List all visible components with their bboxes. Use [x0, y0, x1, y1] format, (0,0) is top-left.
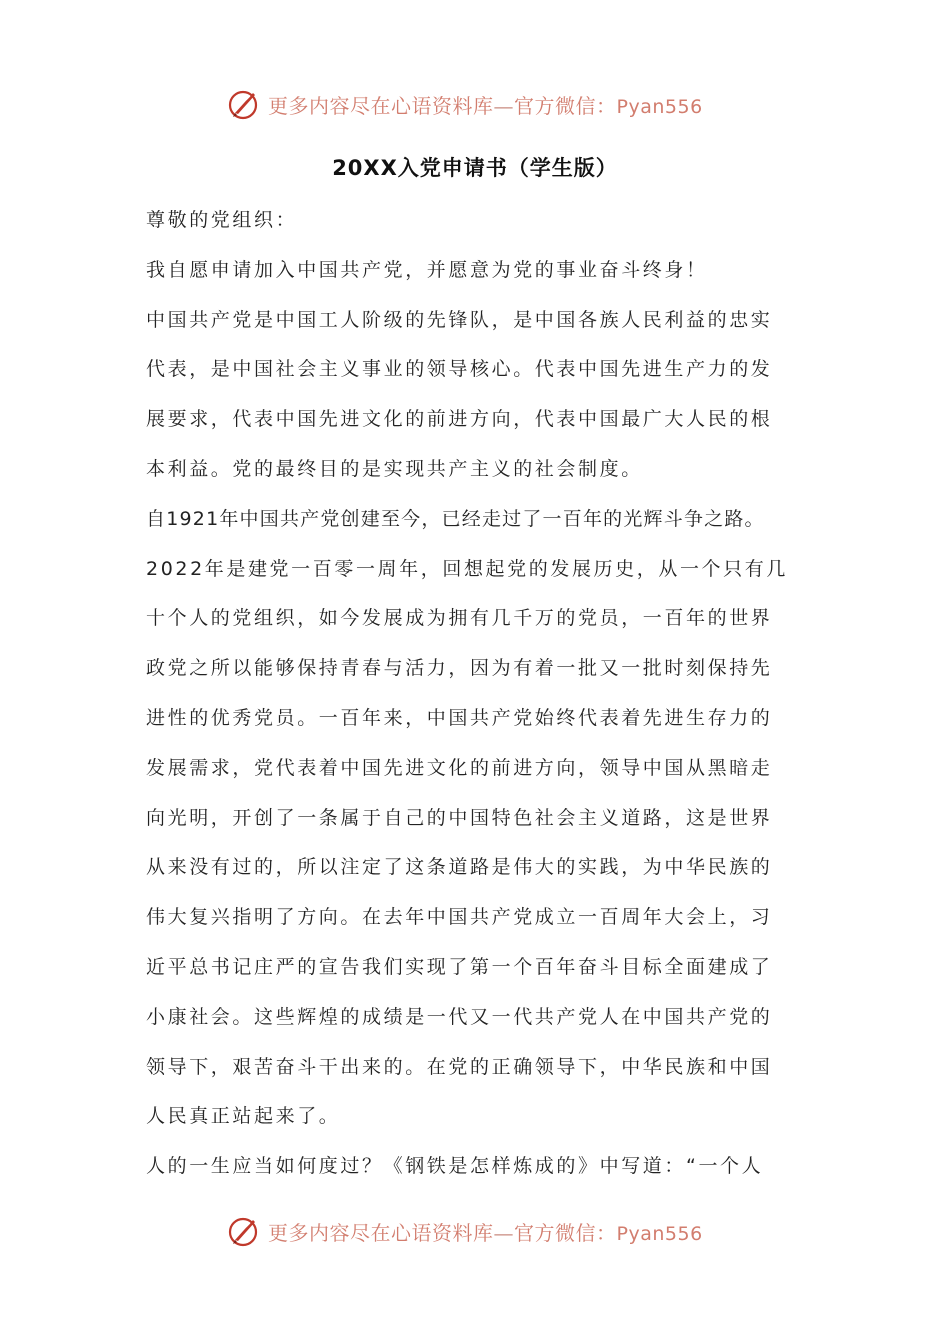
paragraph-line: 从来没有过的，所以注定了这条道路是伟大的实践，为中华民族的 [146, 856, 773, 879]
document-title: 20XX入党申请书（学生版） [332, 156, 618, 180]
quill-pen-logo-icon [226, 1213, 262, 1249]
paragraph-line: 领导下，艰苦奋斗干出来的。在党的正确领导下，中华民族和中国 [146, 1055, 773, 1078]
paragraph-line: 进性的优秀党员。一百年来，中国共产党始终代表着先进生存力的 [146, 706, 773, 729]
watermark-separator: — [493, 93, 514, 118]
watermark-contact-prefix: 官方微信： [514, 93, 617, 118]
watermark-text [268, 90, 703, 119]
paragraph-line: 中国共产党是中国工人阶级的先锋队，是中国各族人民利益的忠实 [146, 308, 773, 331]
paragraph-line: 向光明，开创了一条属于自己的中国特色社会主义道路，这是世界 [146, 806, 773, 829]
paragraph-line: 自1921年中国共产党创建至今，已经走过了一百年的光辉斗争之路。 [146, 507, 765, 530]
watermark-contact-prefix: 官方微信： [514, 1220, 617, 1245]
paragraph-line: 近平总书记庄严的宣告我们实现了第一个百年奋斗目标全面建成了 [146, 955, 773, 978]
watermark-label: 更多内容尽在心语资料库 [268, 1220, 494, 1245]
paragraph-line: 展要求，代表中国先进文化的前进方向，代表中国最广大人民的根 [146, 408, 773, 431]
paragraph-line: 本利益。党的最终目的是实现共产主义的社会制度。 [146, 457, 643, 480]
header-watermark [226, 84, 726, 124]
paragraph-line: 发展需求，党代表着中国先进文化的前进方向，领导中国从黑暗走 [146, 756, 773, 779]
paragraph-line: 伟大复兴指明了方向。在去年中国共产党成立一百周年大会上，习 [146, 906, 773, 929]
watermark-label: 更多内容尽在心语资料库 [268, 93, 494, 118]
paragraph-line: 十个人的党组织，如今发展成为拥有几千万的党员，一百年的世界 [146, 607, 773, 630]
document-body [146, 196, 836, 1192]
quill-pen-logo-icon [226, 86, 262, 122]
salutation-line: 尊敬的党组织： [146, 209, 298, 231]
paragraph-line: 代表，是中国社会主义事业的领导核心。代表中国先进生产力的发 [146, 358, 773, 381]
footer-watermark [226, 1211, 726, 1251]
paragraph-line: 小康社会。这些辉煌的成绩是一代又一代共产党人在中国共产党的 [146, 1005, 773, 1028]
paragraph-line: 我自愿申请加入中国共产党，并愿意为党的事业奋斗终身！ [146, 258, 708, 281]
watermark-contact-id: Pyan556 [616, 1222, 703, 1245]
paragraph-line: 政党之所以能够保持青春与活力，因为有着一批又一批时刻保持先 [146, 657, 773, 680]
paragraph-line: 人民真正站起来了。 [146, 1105, 341, 1128]
paragraph-line: 人的一生应当如何度过？《钢铁是怎样炼成的》中写道：“一个人 [146, 1155, 764, 1178]
watermark-separator: — [493, 1220, 514, 1245]
watermark-text [268, 1217, 703, 1246]
paragraph-line: 2022年是建党一百零一周年，回想起党的发展历史，从一个只有几 [146, 557, 788, 580]
watermark-contact-id: Pyan556 [616, 95, 703, 118]
